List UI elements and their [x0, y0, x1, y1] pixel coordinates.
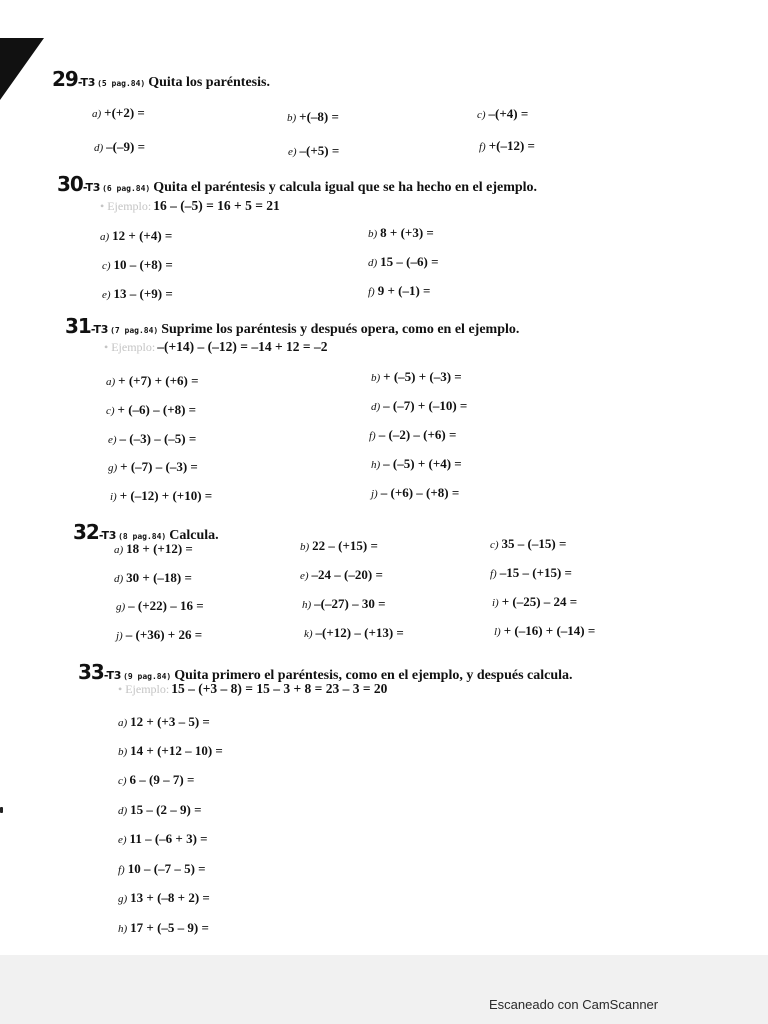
exercise-reference: (7 pag.84) [110, 326, 159, 335]
exercise-number: 33 [78, 660, 104, 684]
exercise-32-item-i [492, 594, 577, 610]
item-letter: e) [108, 434, 117, 446]
item-expression: 9 + (–1) = [377, 283, 431, 298]
item-letter: f) [490, 568, 497, 580]
item-expression: –15 – (+15) = [499, 565, 572, 580]
item-letter: d) [371, 401, 381, 413]
exercise-32-item-c [490, 536, 566, 552]
item-letter: k) [304, 628, 313, 640]
item-expression: + (–7) – (–3) = [120, 459, 198, 474]
item-letter: g) [118, 893, 128, 905]
item-letter: b) [371, 372, 381, 384]
exercise-instruction: Quita primero el paréntesis, como en el ejemplo, y después calcula. [174, 668, 573, 683]
exercise-tag: -T3 [90, 323, 109, 336]
item-expression: 12 + (+4) = [112, 228, 173, 243]
item-expression: +(–12) = [488, 138, 535, 153]
exercise-32-item-d [114, 570, 192, 586]
exercise-33-item-d [118, 802, 202, 818]
scan-background [0, 955, 768, 1024]
item-expression: – (–7) + (–10) = [383, 398, 468, 413]
item-letter: f) [479, 141, 486, 153]
exercise-30-item-d [368, 254, 439, 270]
exercise-instruction: Quita el paréntesis y calcula igual que se ha hecho en el ejemplo. [153, 180, 538, 195]
exercise-reference: (5 pag.84) [97, 79, 146, 88]
item-expression: 10 – (–7 – 5) = [127, 861, 206, 876]
item-letter: c) [106, 405, 115, 417]
exercise-33-item-g [118, 890, 210, 906]
item-letter: l) [494, 626, 501, 638]
exercise-31-item-a [106, 373, 199, 389]
exercise-31-example [104, 339, 327, 355]
exercise-31-item-h [371, 456, 462, 472]
item-letter: b) [118, 746, 128, 758]
item-letter: d) [368, 257, 378, 269]
item-expression: + (–12) + (+10) = [119, 488, 213, 503]
item-letter: c) [102, 260, 111, 272]
item-letter: h) [371, 459, 381, 471]
item-letter: f) [368, 286, 375, 298]
item-expression: 22 – (+15) = [312, 538, 378, 553]
example-label: • Ejemplo: [100, 199, 152, 213]
example-expression: –(+14) – (–12) = –14 + 12 = –2 [157, 339, 328, 354]
exercise-30-title [57, 174, 537, 195]
exercise-32-item-e [300, 567, 383, 583]
item-expression: –(–9) = [106, 139, 145, 154]
item-letter: j) [371, 488, 378, 500]
item-letter: c) [477, 109, 486, 121]
exercise-32-item-f [490, 565, 572, 581]
exercise-33-item-e [118, 831, 208, 847]
exercise-reference: (9 pag.84) [123, 672, 172, 681]
exercise-32-item-g [116, 598, 204, 614]
item-expression: +(+2) = [104, 105, 145, 120]
item-letter: a) [100, 231, 110, 243]
item-letter: b) [287, 112, 297, 124]
item-letter: c) [118, 775, 127, 787]
item-expression: 14 + (+12 – 10) = [130, 743, 223, 758]
exercise-tag: -T3 [82, 181, 101, 194]
item-expression: + (–16) + (–14) = [503, 623, 596, 638]
exercise-33-item-c [118, 772, 194, 788]
exercise-tag: -T3 [103, 669, 122, 682]
item-letter: e) [118, 834, 127, 846]
item-letter: d) [118, 805, 128, 817]
exercise-30-item-e [102, 286, 173, 302]
item-expression: –(+5) = [299, 143, 340, 158]
scan-corner-shadow [0, 38, 44, 100]
example-expression: 16 – (–5) = 16 + 5 = 21 [153, 198, 280, 213]
exercise-30-item-b [368, 225, 434, 241]
item-expression: 15 – (2 – 9) = [130, 802, 202, 817]
scan-mark [0, 807, 3, 813]
item-letter: j) [116, 630, 123, 642]
exercise-31-item-i [110, 488, 212, 504]
item-expression: 15 – (–6) = [380, 254, 439, 269]
exercise-instruction: Suprime los paréntesis y después opera, como en el ejemplo. [161, 322, 520, 337]
item-letter: h) [302, 599, 312, 611]
item-letter: f) [369, 430, 376, 442]
scanner-watermark: Escaneado con CamScanner [489, 997, 659, 1012]
item-expression: –(–27) – 30 = [314, 596, 386, 611]
exercise-33-example [118, 681, 387, 697]
exercise-number: 31 [65, 314, 91, 338]
item-expression: 11 – (–6 + 3) = [129, 831, 208, 846]
exercise-33-item-b [118, 743, 223, 759]
exercise-33-item-h [118, 920, 209, 936]
exercise-31-item-d [371, 398, 467, 414]
item-letter: a) [118, 717, 128, 729]
exercise-29-title [52, 69, 270, 90]
item-letter: b) [368, 228, 378, 240]
item-letter: i) [492, 597, 499, 609]
exercise-33-item-f [118, 861, 206, 877]
exercise-30-item-f [368, 283, 430, 299]
item-letter: a) [92, 108, 102, 120]
item-expression: + (+7) + (+6) = [118, 373, 199, 388]
item-expression: 12 + (+3 – 5) = [130, 714, 210, 729]
item-expression: – (+22) – 16 = [128, 598, 204, 613]
item-letter: i) [110, 491, 117, 503]
exercise-instruction: Quita los paréntesis. [148, 75, 270, 90]
example-expression: 15 – (+3 – 8) = 15 – 3 + 8 = 23 – 3 = 20 [171, 681, 388, 696]
item-expression: 10 – (+8) = [113, 257, 173, 272]
item-letter: d) [94, 142, 104, 154]
exercise-tag: -T3 [98, 529, 117, 542]
exercise-31-item-b [371, 369, 462, 385]
item-expression: – (–2) – (+6) = [378, 427, 457, 442]
exercise-29-item-b [287, 109, 339, 125]
item-letter: e) [300, 570, 309, 582]
item-expression: 8 + (+3) = [380, 225, 434, 240]
item-letter: e) [288, 146, 297, 158]
exercise-32-item-j [116, 627, 202, 643]
item-letter: e) [102, 289, 111, 301]
exercise-29-item-c [477, 106, 528, 122]
item-letter: g) [108, 462, 118, 474]
item-letter: h) [118, 923, 128, 935]
exercise-number: 32 [73, 520, 99, 544]
exercise-31-title [65, 316, 519, 337]
exercise-number: 29 [52, 67, 78, 91]
exercise-31-item-g [108, 459, 198, 475]
item-expression: 13 + (–8 + 2) = [130, 890, 210, 905]
exercise-30-example [100, 198, 280, 214]
item-expression: 18 + (+12) = [126, 541, 193, 556]
item-expression: + (–25) – 24 = [501, 594, 578, 609]
item-expression: +(–8) = [299, 109, 339, 124]
exercise-31-item-f [369, 427, 456, 443]
exercise-number: 30 [57, 172, 83, 196]
item-expression: 35 – (–15) = [501, 536, 567, 551]
item-expression: –(+12) – (+13) = [315, 625, 404, 640]
exercise-instruction: Calcula. [169, 528, 219, 543]
exercise-30-item-c [102, 257, 173, 273]
item-letter: b) [300, 541, 310, 553]
exercise-32-item-l [494, 623, 595, 639]
item-expression: – (+6) – (+8) = [380, 485, 460, 500]
exercise-33-title [78, 662, 573, 683]
exercise-30-item-a [100, 228, 172, 244]
item-letter: g) [116, 601, 126, 613]
exercise-32-item-b [300, 538, 378, 554]
item-expression: – (–5) + (+4) = [383, 456, 462, 471]
exercise-29-item-d [94, 139, 145, 155]
exercise-32-item-h [302, 596, 386, 612]
exercise-29-item-f [479, 138, 535, 154]
exercise-31-item-j [371, 485, 459, 501]
exercise-reference: (8 pag.84) [118, 532, 167, 541]
exercise-31-item-e [108, 431, 196, 447]
exercise-33-item-a [118, 714, 210, 730]
item-expression: 6 – (9 – 7) = [129, 772, 195, 787]
example-label: • Ejemplo: [104, 340, 156, 354]
exercise-tag: -T3 [77, 76, 96, 89]
exercise-32-item-a [114, 541, 193, 557]
exercise-29-item-e [288, 143, 339, 159]
exercise-29-item-a [92, 105, 145, 121]
item-expression: 13 – (+9) = [113, 286, 173, 301]
item-letter: f) [118, 864, 125, 876]
item-letter: d) [114, 573, 124, 585]
exercise-32-item-k [304, 625, 404, 641]
item-expression: –24 – (–20) = [311, 567, 383, 582]
item-expression: – (+36) + 26 = [125, 627, 203, 642]
item-expression: 17 + (–5 – 9) = [130, 920, 209, 935]
item-letter: c) [490, 539, 499, 551]
item-expression: – (–3) – (–5) = [119, 431, 197, 446]
example-label: • Ejemplo: [118, 682, 170, 696]
item-letter: a) [106, 376, 116, 388]
item-expression: + (–5) + (–3) = [383, 369, 462, 384]
item-letter: a) [114, 544, 124, 556]
item-expression: –(+4) = [488, 106, 529, 121]
exercise-reference: (6 pag.84) [102, 184, 151, 193]
item-expression: + (–6) – (+8) = [117, 402, 197, 417]
exercise-32-title [73, 522, 219, 543]
exercise-31-item-c [106, 402, 196, 418]
item-expression: 30 + (–18) = [126, 570, 192, 585]
